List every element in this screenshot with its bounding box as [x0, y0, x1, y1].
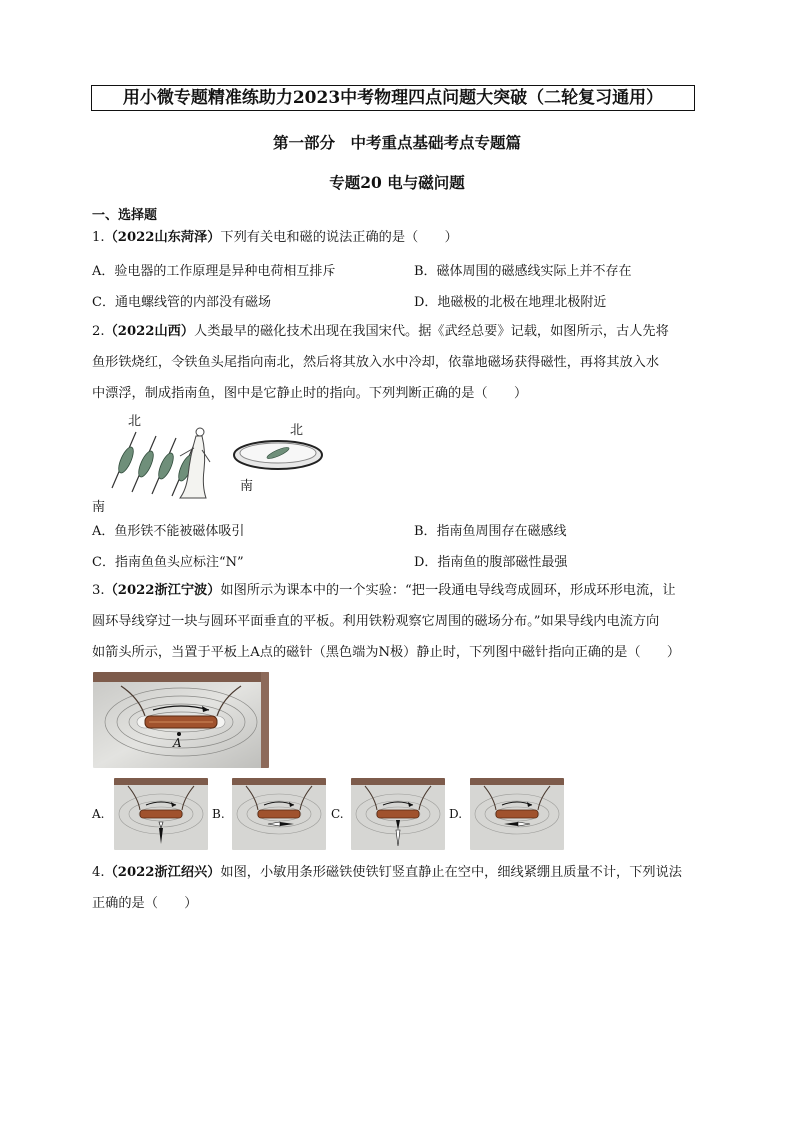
part-title: 第一部分 中考重点基础考点专题篇	[272, 133, 521, 152]
question-stem: 下列有关电和磁的说法正确的是（ ）	[220, 230, 458, 245]
q2-option-d[interactable]: D．指南鱼的腹部磁性最强	[414, 555, 568, 570]
q3-option-d-photo[interactable]	[470, 778, 564, 850]
question-source: （2022浙江绍兴）	[104, 865, 221, 880]
question-2-line-2: 鱼形铁烧红，令铁鱼头尾指向南北，然后将其放入水中冷却，依靠地磁场获得磁性，再将其放入水	[92, 355, 660, 370]
question-2-line-3: 中漂浮，制成指南鱼，图中是它静止时的指向。下列判断正确的是（ ）	[92, 386, 528, 401]
q3-option-d-label[interactable]: D.	[449, 807, 463, 821]
question-source: （2022山西）	[104, 324, 195, 339]
question-stem-line: 如图所示为课本中的一个实验：“把一段通电导线弯成圆环，形成环形电流，让	[220, 583, 676, 598]
question-source: （2022山东菏泽）	[104, 230, 221, 245]
south-label: 南	[92, 500, 106, 515]
south-label: 南	[240, 479, 254, 494]
q2-figure-floating-fish	[232, 415, 324, 495]
iron-filings-coil-image	[93, 672, 269, 768]
question-stem-line: 人类最早的磁化技术出现在我国宋代。据《武经总要》记载，如图所示，古人先将	[194, 324, 669, 339]
point-a-label: A	[173, 736, 182, 750]
q3-experiment-photo	[93, 672, 269, 768]
compass-needle-left-image	[470, 778, 564, 850]
north-label: 北	[290, 423, 304, 438]
question-3-line-3: 如箭头所示，当置于平板上A点的磁针（黑色端为N极）静止时，下列图中磁针指向正确的是（ ）	[92, 645, 681, 660]
compass-needle-vertical-image	[351, 778, 445, 850]
q1-option-c[interactable]: C．通电螺线管的内部没有磁场	[92, 295, 271, 310]
q1-option-d[interactable]: D．地磁极的北极在地理北极附近	[414, 295, 607, 310]
section-title: 一、选择题	[92, 208, 158, 223]
compass-needle-right-image	[232, 778, 326, 850]
q2-option-b[interactable]: B．指南鱼周围存在磁感线	[414, 524, 567, 539]
question-number: 2.	[92, 324, 105, 339]
q2-option-a[interactable]: A．鱼形铁不能被磁体吸引	[92, 524, 245, 539]
question-4-line-2: 正确的是（ ）	[92, 896, 198, 911]
question-2	[92, 316, 710, 347]
q2-option-c[interactable]: C．指南鱼鱼头应标注“N”	[92, 555, 244, 570]
question-4	[92, 857, 710, 888]
q1-option-b[interactable]: B．磁体周围的磁感线实际上并不存在	[414, 264, 632, 279]
q3-option-b-label[interactable]: B.	[212, 807, 225, 821]
question-source: （2022浙江宁波）	[104, 583, 221, 598]
ancient-person-figure	[176, 426, 216, 502]
question-number: 4.	[92, 865, 105, 880]
compass-needle-down-image	[114, 778, 208, 850]
water-dish-illustration	[232, 435, 324, 475]
q3-option-b-photo[interactable]	[232, 778, 326, 850]
question-number: 3.	[92, 583, 105, 598]
question-1	[92, 222, 710, 253]
series-banner: 用小微专题精准练助力2023中考物理四点问题大突破（二轮复习通用）	[91, 85, 695, 111]
q3-option-a-photo[interactable]	[114, 778, 208, 850]
q3-option-c-label[interactable]: C.	[331, 807, 344, 821]
q3-option-c-photo[interactable]	[351, 778, 445, 850]
question-3	[92, 575, 710, 606]
question-stem-line: 如图，小敏用条形磁铁使铁钉竖直静止在空中，细线紧绷且质量不计，下列说法	[220, 865, 682, 880]
q3-option-a-label[interactable]: A.	[92, 807, 105, 821]
topic-title: 专题20 电与磁问题	[329, 173, 465, 192]
question-number: 1.	[92, 230, 105, 245]
north-label: 北	[128, 414, 142, 429]
q1-option-a[interactable]: A．验电器的工作原理是异种电荷相互排斥	[92, 264, 336, 279]
question-3-line-2: 圆环导线穿过一块与圆环平面垂直的平板。利用铁粉观察它周围的磁场分布。”如果导线内电流方向	[92, 614, 660, 629]
